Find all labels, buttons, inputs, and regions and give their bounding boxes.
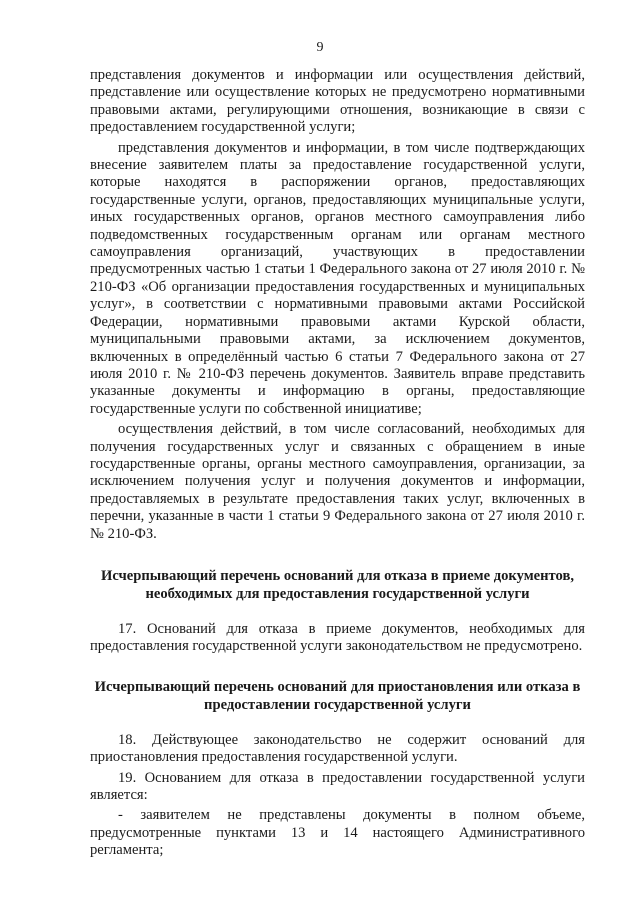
section-heading-refusal-acceptance: Исчерпывающий перечень оснований для отказа в приеме документов, необходимых для предоставления государственной услуги (101, 567, 574, 602)
paragraph-17: 17. Оснований для отказа в приеме документов, необходимых для предоставления государственной услуги законодательством не предусмотрено. (90, 620, 585, 655)
document-body (90, 67, 585, 860)
section-heading-suspension-refusal: Исчерпывающий перечень оснований для приостановления или отказа в предоставлении государственной услуги (94, 678, 581, 713)
paragraph-19-item: - заявителем не представлены документы в полном объеме, предусмотренные пунктами 13 и 14 настоящего Административного регламента; (90, 807, 585, 859)
paragraph-18: 18. Действующее законодательство не содержит оснований для приостановления предоставления государственной услуги. (90, 731, 585, 766)
paragraph-documents-actions: представления документов и информации или осуществления действий, представление или осуществление которых не предусмотрено нормативными правовыми актами, регулирующими отношения, возникающие в связи с предоставлением государственной услуги; (90, 67, 585, 136)
paragraph-actions-approvals: осуществления действий, в том числе согласований, необходимых для получения государственных услуг и связанных с обращением в иные государственные органы, органы местного самоуправления, организации, за исключением получения услуг и получения документов и информации, предоставляемых в результате предоставления таких услуг, включенных в перечни, указанные в части 1 статьи 9 Федерального закона от 27 июля 2010 г. № 210-ФЗ. (90, 421, 585, 542)
paragraph-documents-information: представления документов и информации, в том числе подтверждающих внесение заявителем платы за предоставление государственной услуги, которые находятся в распоряжении органов, предоставляющих государственные услуги, органов, предоставляющих муниципальные услуги, иных государственных органов, органов местного самоуправления либо подведомственных государственным органам или органам местного самоуправления организаций, участвующих в предоставлении предусмотренных частью 1 статьи 1 Федерального закона от 27 июля 2010 г. № 210-ФЗ «Об организации предоставления государственных и муниципальных услуг», в соответствии с нормативными правовыми актами Российской Федерации, нормативными правовыми актами Курской области, муниципальными правовыми актами, за исключением документов, включенных в определённый частью 6 статьи 7 Федерального закона от 27 июля 2010 г. № 210-ФЗ перечень документов. Заявитель вправе представить указанные документы и информацию в органы, предоставляющие государственные услуги по собственной инициативе; (90, 139, 585, 417)
paragraph-19: 19. Основанием для отказа в предоставлении государственной услуги является: (90, 769, 585, 803)
page-number: 9 (316, 40, 324, 55)
